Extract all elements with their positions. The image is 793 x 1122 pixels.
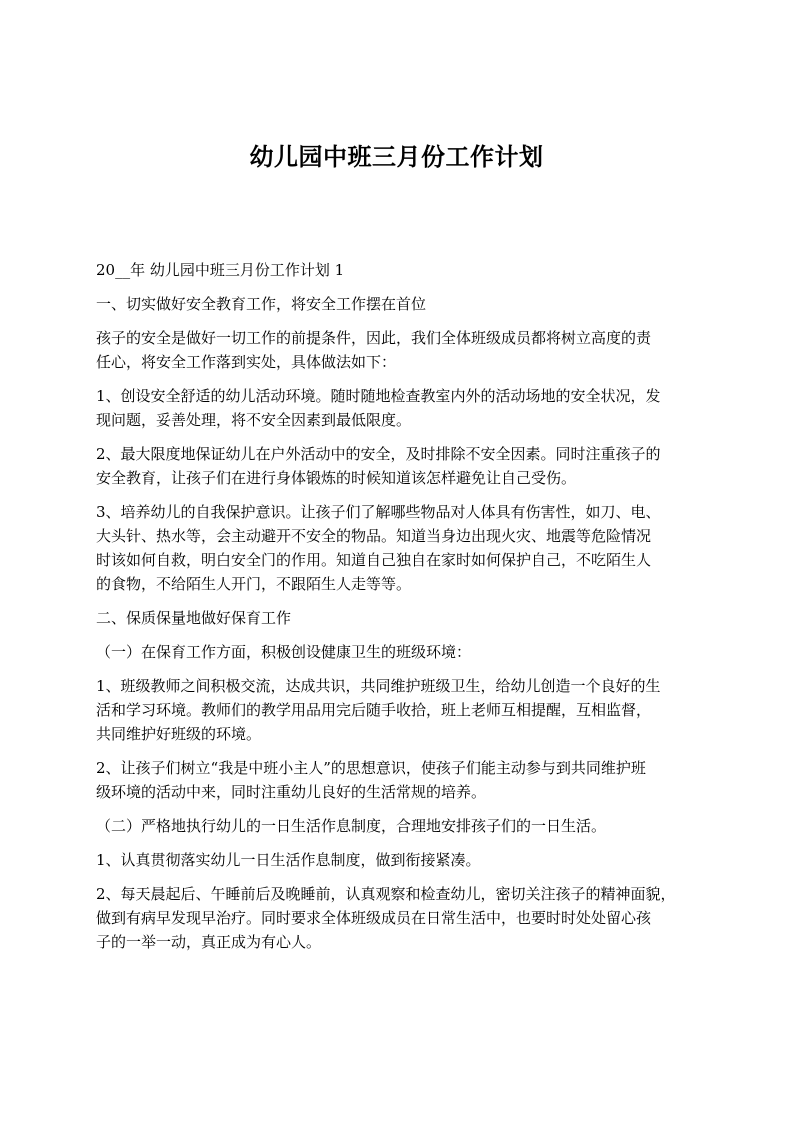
line: 2、每天晨起后、午睡前后及晚睡前，认真观察和检查幼儿，密切关注孩子的精神面貌， bbox=[96, 885, 676, 903]
line: 1、认真贯彻落实幼儿一日生活作息制度，做到衔接紧凑。 bbox=[96, 851, 481, 869]
line: 安全教育，让孩子们在进行身体锻炼的时候知道该怎样避免让自己受伤。 bbox=[96, 469, 577, 487]
line: 做到有病早发现早治疗。同时要求全体班级成员在日常生活中，也要时时处处留心孩 bbox=[96, 909, 652, 927]
line: 现问题，妥善处理，将不安全因素到最低限度。 bbox=[96, 411, 412, 429]
line: 级环境的活动中来，同时注重幼儿良好的生活常规的培养。 bbox=[96, 783, 487, 801]
paragraph-section-1-heading bbox=[96, 292, 702, 316]
paragraph bbox=[96, 500, 702, 596]
line: 一、切实做好安全教育工作，将安全工作摆在首位 bbox=[96, 295, 427, 313]
line: 20__年 幼儿园中班三月份工作计划 1 bbox=[96, 261, 345, 279]
document-title: 幼儿园中班三月份工作计划 bbox=[249, 143, 544, 171]
paragraph-section-2-heading bbox=[96, 606, 702, 630]
line: （一）在保育工作方面，积极创设健康卫生的班级环境： bbox=[96, 643, 472, 661]
paragraph bbox=[96, 442, 702, 490]
paragraph bbox=[96, 674, 702, 746]
line: 2、让孩子们树立“我是中班小主人”的思想意识，使孩子们能主动参与到共同维护班 bbox=[96, 759, 646, 777]
line: 1、班级教师之间积极交流，达成共识，共同维护班级卫生，给幼儿创造一个良好的生 bbox=[96, 677, 661, 695]
line: 1、创设安全舒适的幼儿活动环境。随时随地检查教室内外的活动场地的安全状况，发 bbox=[96, 387, 661, 405]
line: 2、最大限度地保证幼儿在户外活动中的安全，及时排除不安全因素。同时注重孩子的 bbox=[96, 445, 661, 463]
line: 共同维护好班级的环境。 bbox=[96, 725, 262, 743]
paragraph-subsection-heading bbox=[96, 814, 702, 838]
paragraph bbox=[96, 882, 702, 954]
document-body bbox=[96, 258, 702, 964]
line: 任心，将安全工作落到实处，具体做法如下： bbox=[96, 353, 397, 371]
line: 活和学习环境。教师们的教学用品用完后随手收拾，班上老师互相提醒，互相监督， bbox=[96, 701, 652, 719]
paragraph bbox=[96, 756, 702, 804]
paragraph-subsection-heading bbox=[96, 640, 702, 664]
line: 子的一举一动，真正成为有心人。 bbox=[96, 933, 322, 951]
paragraph bbox=[96, 848, 702, 872]
paragraph bbox=[96, 384, 702, 432]
line: 孩子的安全是做好一切工作的前提条件，因此，我们全体班级成员都将树立高度的责 bbox=[96, 329, 652, 347]
line: （二）严格地执行幼儿的一日生活作息制度，合理地安排孩子们的一日生活。 bbox=[96, 817, 607, 835]
line: 时该如何自救，明白安全门的作用。知道自己独自在家时如何保护自己，不吃陌生人 bbox=[96, 551, 652, 569]
line: 的食物，不给陌生人开门，不跟陌生人走等等。 bbox=[96, 575, 412, 593]
line: 二、保质保量地做好保育工作 bbox=[96, 609, 292, 627]
paragraph-subtitle bbox=[96, 258, 702, 282]
line: 大头针、热水等，会主动避开不安全的物品。知道当身边出现火灾、地震等危险情况 bbox=[96, 527, 652, 545]
paragraph bbox=[96, 326, 702, 374]
line: 3、培养幼儿的自我保护意识。让孩子们了解哪些物品对人体具有伤害性，如刀、电、 bbox=[96, 503, 661, 521]
